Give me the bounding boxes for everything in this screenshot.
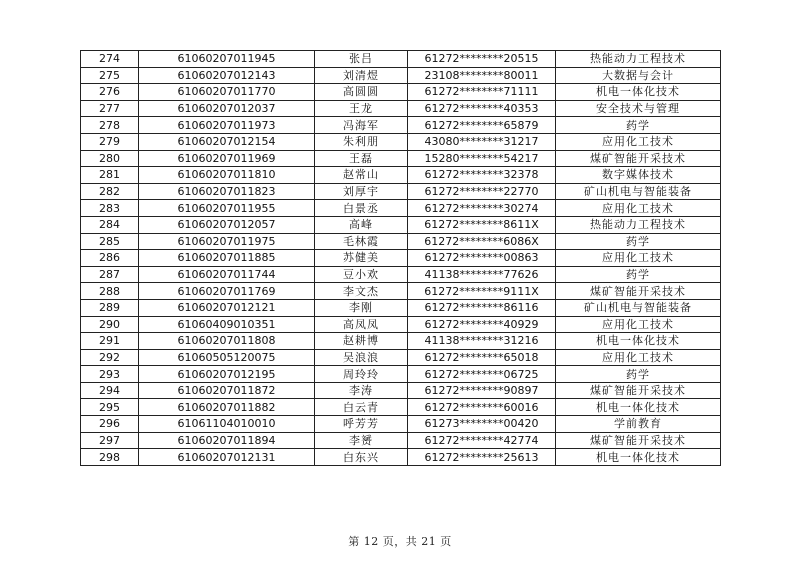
major-cell: 矿山机电与智能装备 bbox=[556, 299, 721, 316]
exam-id-cell: 61060207011808 bbox=[139, 333, 315, 350]
student-name-cell: 白东兴 bbox=[315, 449, 408, 466]
major-cell: 应用化工技术 bbox=[556, 200, 721, 217]
table-row bbox=[81, 51, 721, 68]
exam-id-cell: 61060207011975 bbox=[139, 233, 315, 250]
major-cell: 药学 bbox=[556, 233, 721, 250]
student-name-cell: 王磊 bbox=[315, 150, 408, 167]
exam-id-cell: 61060505120075 bbox=[139, 349, 315, 366]
student-name-cell: 高圆圆 bbox=[315, 84, 408, 101]
table-row bbox=[81, 183, 721, 200]
row-number-cell: 286 bbox=[81, 250, 139, 267]
major-cell: 矿山机电与智能装备 bbox=[556, 183, 721, 200]
student-name-cell: 白云青 bbox=[315, 399, 408, 416]
id-card-cell: 61272********40353 bbox=[408, 100, 556, 117]
major-cell: 应用化工技术 bbox=[556, 250, 721, 267]
exam-id-cell: 61061104010010 bbox=[139, 416, 315, 433]
exam-id-cell: 61060207012057 bbox=[139, 216, 315, 233]
id-card-cell: 61272********25613 bbox=[408, 449, 556, 466]
table-row bbox=[81, 349, 721, 366]
table-row bbox=[81, 316, 721, 333]
student-name-cell: 吴浪浪 bbox=[315, 349, 408, 366]
table-row bbox=[81, 150, 721, 167]
row-number-cell: 287 bbox=[81, 266, 139, 283]
table-row bbox=[81, 133, 721, 150]
exam-id-cell: 61060207012154 bbox=[139, 133, 315, 150]
id-card-cell: 61272********65018 bbox=[408, 349, 556, 366]
row-number-cell: 296 bbox=[81, 416, 139, 433]
table-row bbox=[81, 233, 721, 250]
major-cell: 热能动力工程技术 bbox=[556, 51, 721, 68]
major-cell: 煤矿智能开采技术 bbox=[556, 432, 721, 449]
id-card-cell: 61272********40929 bbox=[408, 316, 556, 333]
id-card-cell: 61272********90897 bbox=[408, 382, 556, 399]
table-row bbox=[81, 67, 721, 84]
major-cell: 应用化工技术 bbox=[556, 349, 721, 366]
major-cell: 药学 bbox=[556, 266, 721, 283]
table-row bbox=[81, 333, 721, 350]
exam-id-cell: 61060207011769 bbox=[139, 283, 315, 300]
roster-table bbox=[80, 50, 721, 466]
exam-id-cell: 61060207012195 bbox=[139, 366, 315, 383]
student-name-cell: 周玲玲 bbox=[315, 366, 408, 383]
table-row bbox=[81, 416, 721, 433]
student-name-cell: 豆小欢 bbox=[315, 266, 408, 283]
major-cell: 药学 bbox=[556, 117, 721, 134]
row-number-cell: 276 bbox=[81, 84, 139, 101]
student-name-cell: 张吕 bbox=[315, 51, 408, 68]
roster-table-body bbox=[81, 51, 721, 466]
row-number-cell: 285 bbox=[81, 233, 139, 250]
student-name-cell: 高凤凤 bbox=[315, 316, 408, 333]
student-name-cell: 李刚 bbox=[315, 299, 408, 316]
id-card-cell: 61272********30274 bbox=[408, 200, 556, 217]
row-number-cell: 274 bbox=[81, 51, 139, 68]
id-card-cell: 61272********20515 bbox=[408, 51, 556, 68]
row-number-cell: 290 bbox=[81, 316, 139, 333]
id-card-cell: 61272********6086X bbox=[408, 233, 556, 250]
exam-id-cell: 61060409010351 bbox=[139, 316, 315, 333]
id-card-cell: 61273********00420 bbox=[408, 416, 556, 433]
row-number-cell: 292 bbox=[81, 349, 139, 366]
table-row bbox=[81, 167, 721, 184]
major-cell: 热能动力工程技术 bbox=[556, 216, 721, 233]
exam-id-cell: 61060207011810 bbox=[139, 167, 315, 184]
row-number-cell: 279 bbox=[81, 133, 139, 150]
major-cell: 煤矿智能开采技术 bbox=[556, 150, 721, 167]
id-card-cell: 61272********06725 bbox=[408, 366, 556, 383]
table-row bbox=[81, 299, 721, 316]
id-card-cell: 61272********32378 bbox=[408, 167, 556, 184]
row-number-cell: 283 bbox=[81, 200, 139, 217]
table-row bbox=[81, 432, 721, 449]
id-card-cell: 61272********60016 bbox=[408, 399, 556, 416]
major-cell: 机电一体化技术 bbox=[556, 399, 721, 416]
exam-id-cell: 61060207011894 bbox=[139, 432, 315, 449]
major-cell: 机电一体化技术 bbox=[556, 84, 721, 101]
student-name-cell: 朱利朋 bbox=[315, 133, 408, 150]
table-row bbox=[81, 250, 721, 267]
exam-id-cell: 61060207011744 bbox=[139, 266, 315, 283]
exam-id-cell: 61060207012121 bbox=[139, 299, 315, 316]
table-row bbox=[81, 399, 721, 416]
row-number-cell: 277 bbox=[81, 100, 139, 117]
table-row bbox=[81, 382, 721, 399]
table-row bbox=[81, 449, 721, 466]
exam-id-cell: 61060207011823 bbox=[139, 183, 315, 200]
table-row bbox=[81, 117, 721, 134]
table-row bbox=[81, 100, 721, 117]
student-name-cell: 毛林霞 bbox=[315, 233, 408, 250]
student-name-cell: 赵常山 bbox=[315, 167, 408, 184]
exam-id-cell: 61060207011969 bbox=[139, 150, 315, 167]
table-row bbox=[81, 216, 721, 233]
student-name-cell: 赵耕博 bbox=[315, 333, 408, 350]
row-number-cell: 280 bbox=[81, 150, 139, 167]
row-number-cell: 291 bbox=[81, 333, 139, 350]
row-number-cell: 288 bbox=[81, 283, 139, 300]
row-number-cell: 284 bbox=[81, 216, 139, 233]
row-number-cell: 298 bbox=[81, 449, 139, 466]
exam-id-cell: 61060207011885 bbox=[139, 250, 315, 267]
id-card-cell: 41138********31216 bbox=[408, 333, 556, 350]
id-card-cell: 61272********86116 bbox=[408, 299, 556, 316]
page-footer: 第 12 页，共 21 页 bbox=[348, 535, 452, 548]
id-card-cell: 61272********65879 bbox=[408, 117, 556, 134]
exam-id-cell: 61060207012143 bbox=[139, 67, 315, 84]
major-cell: 学前教育 bbox=[556, 416, 721, 433]
major-cell: 药学 bbox=[556, 366, 721, 383]
row-number-cell: 275 bbox=[81, 67, 139, 84]
exam-id-cell: 61060207012037 bbox=[139, 100, 315, 117]
exam-id-cell: 61060207011973 bbox=[139, 117, 315, 134]
major-cell: 机电一体化技术 bbox=[556, 449, 721, 466]
student-name-cell: 李赟 bbox=[315, 432, 408, 449]
table-row bbox=[81, 283, 721, 300]
student-name-cell: 李涛 bbox=[315, 382, 408, 399]
row-number-cell: 281 bbox=[81, 167, 139, 184]
student-name-cell: 冯海军 bbox=[315, 117, 408, 134]
student-name-cell: 王龙 bbox=[315, 100, 408, 117]
student-name-cell: 刘厚宇 bbox=[315, 183, 408, 200]
id-card-cell: 61272********8611X bbox=[408, 216, 556, 233]
student-name-cell: 呼芳芳 bbox=[315, 416, 408, 433]
id-card-cell: 41138********77626 bbox=[408, 266, 556, 283]
row-number-cell: 282 bbox=[81, 183, 139, 200]
major-cell: 煤矿智能开采技术 bbox=[556, 283, 721, 300]
student-name-cell: 苏健美 bbox=[315, 250, 408, 267]
major-cell: 应用化工技术 bbox=[556, 316, 721, 333]
student-name-cell: 白景丞 bbox=[315, 200, 408, 217]
exam-id-cell: 61060207011945 bbox=[139, 51, 315, 68]
row-number-cell: 297 bbox=[81, 432, 139, 449]
exam-id-cell: 61060207011770 bbox=[139, 84, 315, 101]
exam-id-cell: 61060207011882 bbox=[139, 399, 315, 416]
row-number-cell: 295 bbox=[81, 399, 139, 416]
row-number-cell: 294 bbox=[81, 382, 139, 399]
major-cell: 煤矿智能开采技术 bbox=[556, 382, 721, 399]
row-number-cell: 278 bbox=[81, 117, 139, 134]
major-cell: 数字媒体技术 bbox=[556, 167, 721, 184]
table-row bbox=[81, 366, 721, 383]
major-cell: 大数据与会计 bbox=[556, 67, 721, 84]
exam-id-cell: 61060207011872 bbox=[139, 382, 315, 399]
id-card-cell: 15280********54217 bbox=[408, 150, 556, 167]
id-card-cell: 61272********71111 bbox=[408, 84, 556, 101]
exam-id-cell: 61060207011955 bbox=[139, 200, 315, 217]
id-card-cell: 61272********22770 bbox=[408, 183, 556, 200]
table-row bbox=[81, 200, 721, 217]
row-number-cell: 289 bbox=[81, 299, 139, 316]
exam-id-cell: 61060207012131 bbox=[139, 449, 315, 466]
table-row bbox=[81, 266, 721, 283]
student-name-cell: 刘清煜 bbox=[315, 67, 408, 84]
id-card-cell: 43080********31217 bbox=[408, 133, 556, 150]
table-row bbox=[81, 84, 721, 101]
id-card-cell: 61272********42774 bbox=[408, 432, 556, 449]
major-cell: 安全技术与管理 bbox=[556, 100, 721, 117]
id-card-cell: 61272********00863 bbox=[408, 250, 556, 267]
student-name-cell: 李文杰 bbox=[315, 283, 408, 300]
major-cell: 机电一体化技术 bbox=[556, 333, 721, 350]
row-number-cell: 293 bbox=[81, 366, 139, 383]
major-cell: 应用化工技术 bbox=[556, 133, 721, 150]
student-name-cell: 高峰 bbox=[315, 216, 408, 233]
id-card-cell: 23108********80011 bbox=[408, 67, 556, 84]
id-card-cell: 61272********9111X bbox=[408, 283, 556, 300]
